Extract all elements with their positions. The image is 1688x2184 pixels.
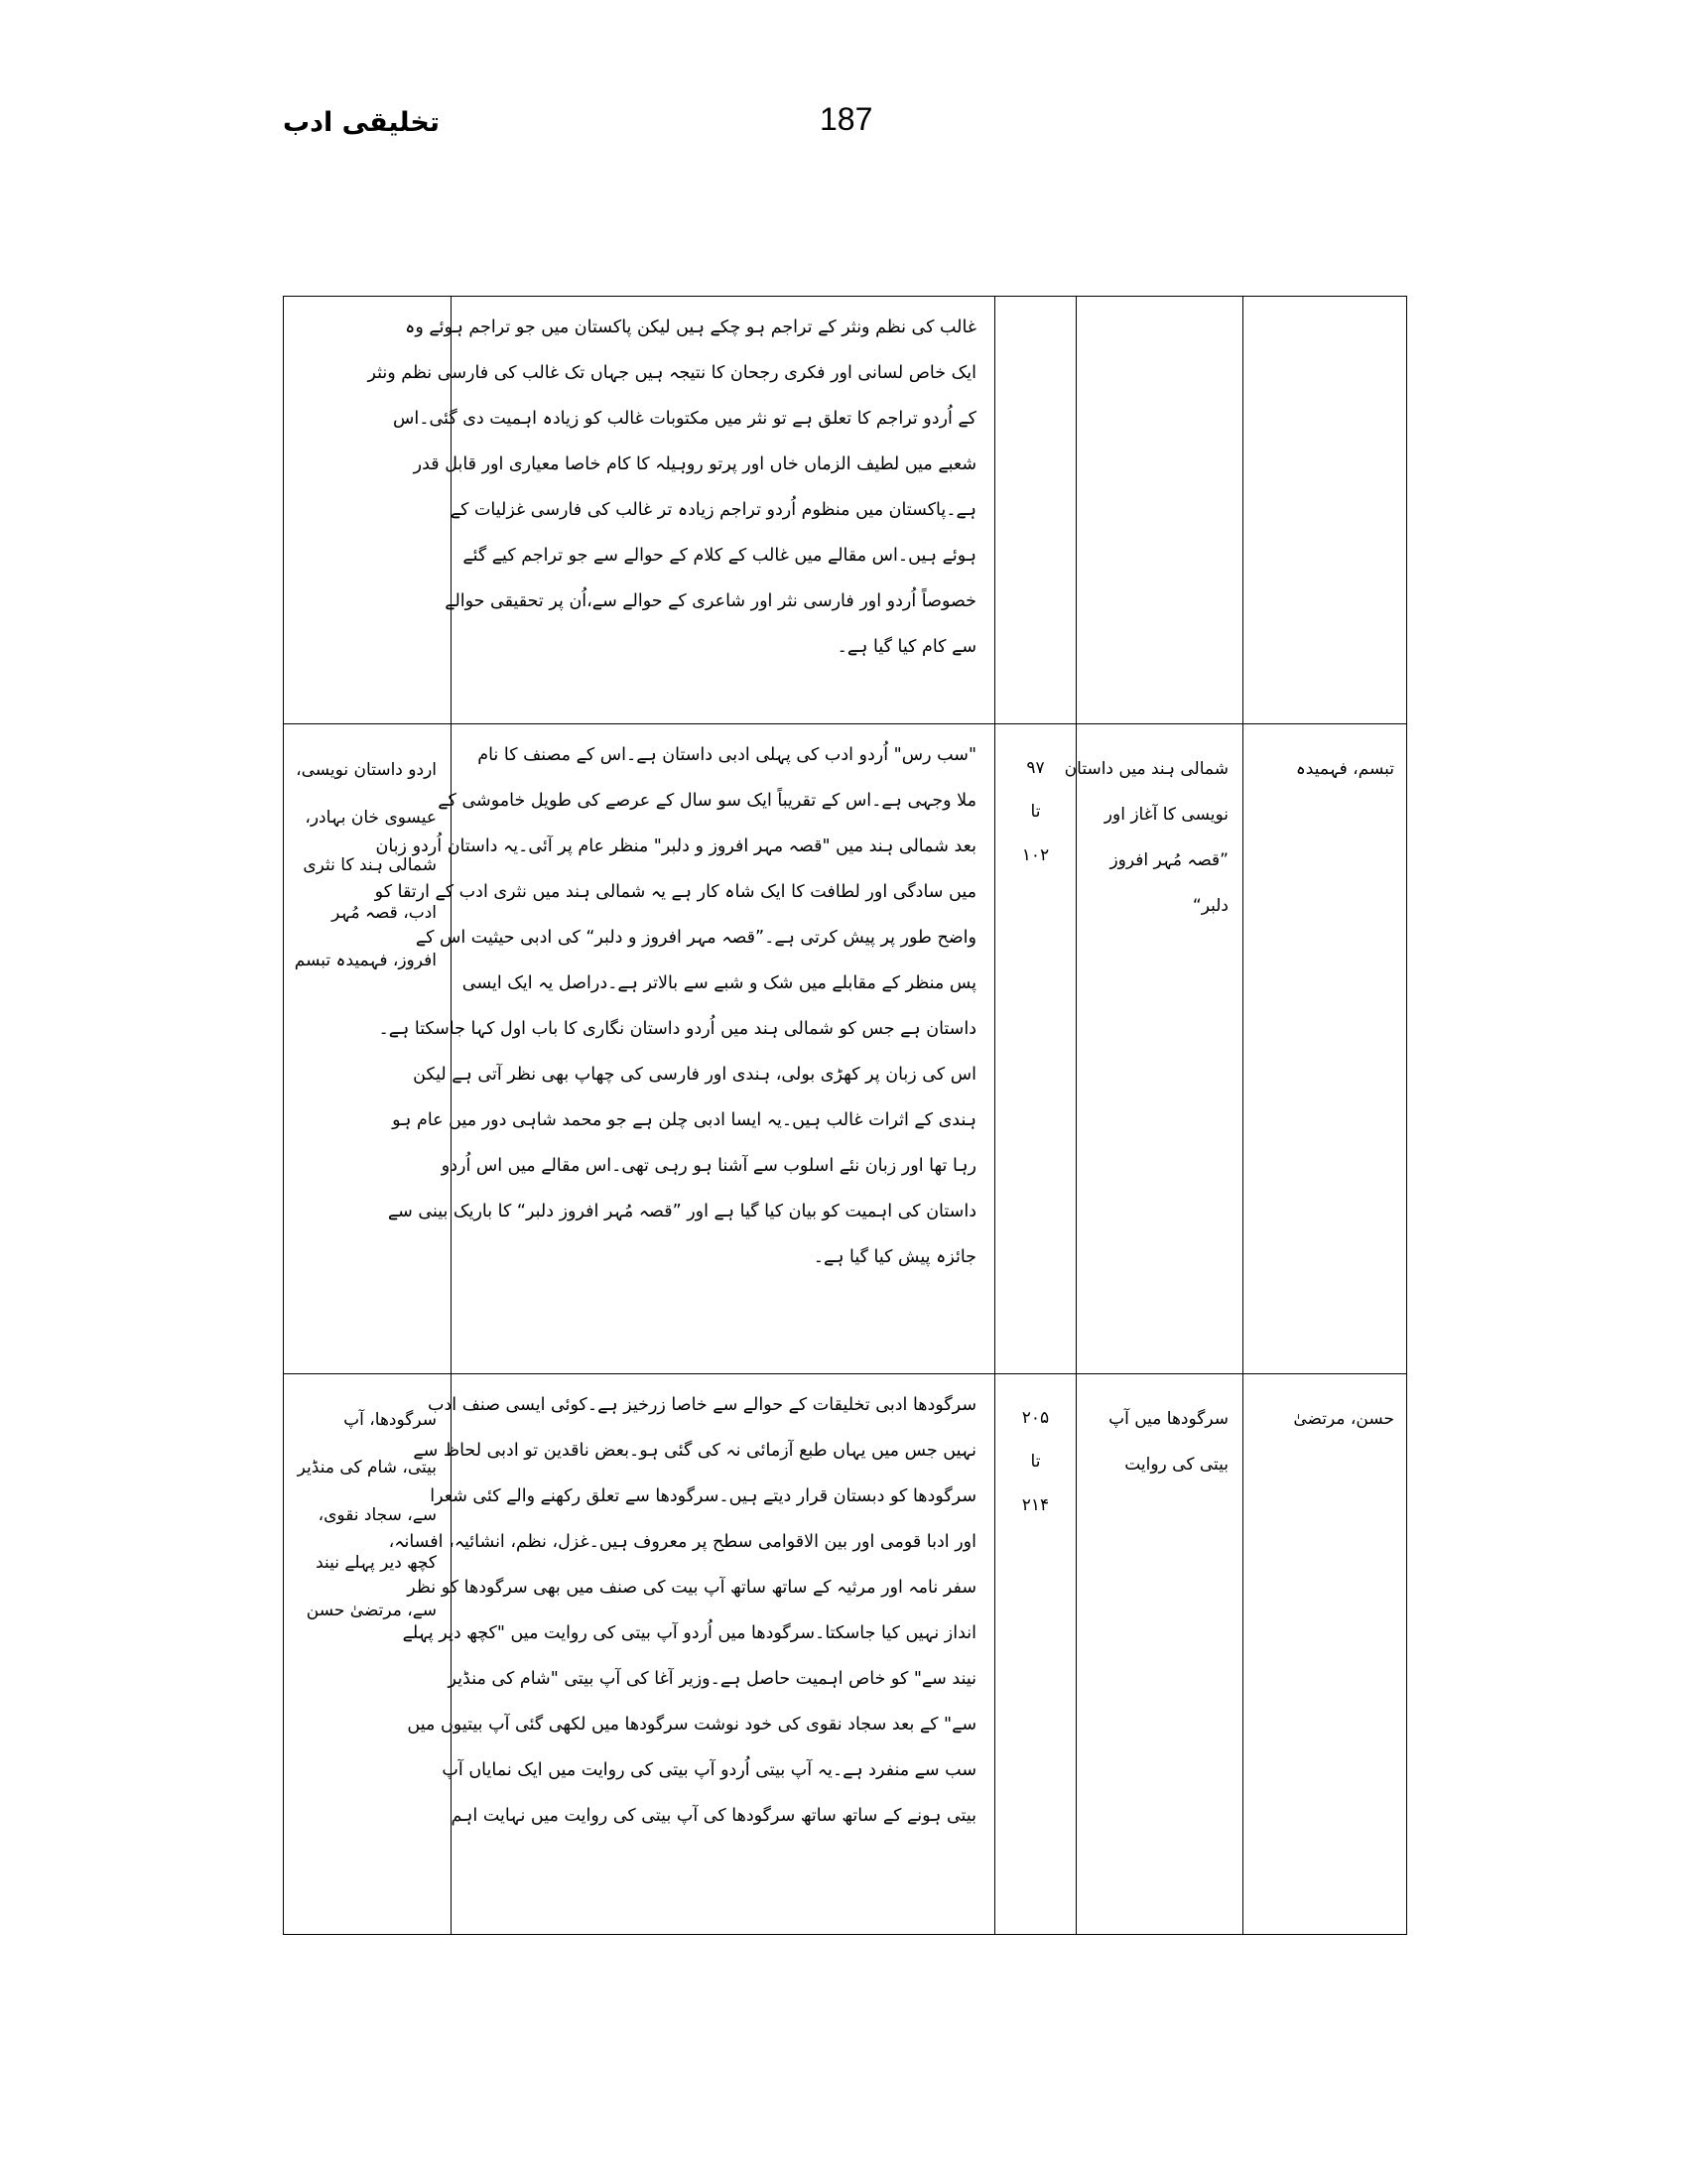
table-row	[284, 724, 1407, 1374]
abstract-cell	[367, 297, 995, 724]
abstract-line: بعد شمالی ہند میں "قصہ مہر افروز و دلبر" منظر عام پر آئی۔یہ داستان اُردو زبان	[375, 836, 976, 856]
abstract-line: شعبے میں لطیف الزماں خاں اور پرتو روہیلہ کا کام خاصا معیاری اور قابل قدر	[413, 454, 976, 474]
page-range-end: ۱۰۲	[1021, 845, 1050, 865]
keyword-line: عیسوی خان بہادر،	[305, 808, 437, 828]
index-table	[283, 296, 1407, 1935]
table-row	[284, 297, 1407, 724]
abstract-line: اور ادبا قومی اور بین الاقوامی سطح پر معروف ہیں۔غزل، نظم، انشائیہ، افسانہ،	[388, 1532, 976, 1552]
title-cell	[1077, 297, 1243, 724]
abstract-line: خصوصاً اُردو اور فارسی نثر اور شاعری کے حوالے سے،اُن پر تحقیقی حوالے	[445, 591, 976, 611]
title-line: سرگودھا میں آپ	[1108, 1409, 1229, 1429]
abstract-line: میں سادگی اور لطافت کا ایک شاہ کار ہے یہ شمالی ہند میں نثری ادب کے ارتقا کو	[374, 882, 976, 902]
title-line: دلبر“	[1192, 896, 1229, 916]
abstract-line: داستان کی اہمیت کو بیان کیا گیا ہے اور ”قصہ مُہر افروز دلبر“ کا باریک بینی سے	[387, 1202, 976, 1221]
abstract-line: سے" کے بعد سجاد نقوی کی خود نوشت سرگودھا میں لکھی گئی آپ بیتیوں میں	[407, 1715, 976, 1734]
abstract-line: غالب کی نظم ونثر کے تراجم ہو چکے ہیں لیکن پاکستان میں جو تراجم ہوئے وہ	[405, 318, 976, 337]
pages-cell	[995, 297, 1077, 724]
abstract-line: سب سے منفرد ہے۔یہ آپ بیتی اُردو آپ بیتی کی روایت میں ایک نمایاں آپ	[442, 1760, 976, 1780]
author-cell	[1243, 297, 1407, 724]
pages-cell	[995, 724, 1077, 1374]
abstract-line: پس منظر کے مقابلے میں شک و شبے سے بالاتر ہے۔دراصل یہ ایک ایسی	[461, 973, 976, 993]
keyword-line: افروز، فہمیدہ تبسم	[294, 951, 437, 970]
abstract-line: ہوئے ہیں۔اس مقالے میں غالب کے کلام کے حوالے سے جو تراجم کیے گئے	[462, 546, 976, 566]
table-row	[284, 1374, 1407, 1935]
abstract-line: سفر نامہ اور مرثیہ کے ساتھ ساتھ آپ بیت کی صنف میں بھی سرگودھا کو نظر	[407, 1578, 976, 1598]
page-range-end: ۲۱۴	[1021, 1495, 1050, 1515]
title-cell	[1077, 1374, 1243, 1935]
abstract-line: ہندی کے اثرات غالب ہیں۔یہ ایسا ادبی چلن ہے جو محمد شاہی دور میں عام ہو	[392, 1110, 976, 1130]
page-range-separator: تا	[1030, 802, 1041, 822]
keyword-line: ادب، قصہ مُہر	[331, 903, 437, 923]
abstract-line: واضح طور پر پیش کرتی ہے۔”قصہ مہر افروز و دلبر“ کی ادبی حیثیت اس کے	[415, 928, 976, 948]
keyword-line: کچھ دیر پہلے نیند	[316, 1553, 437, 1573]
keyword-line: شمالی ہند کا نثری	[303, 855, 437, 875]
pages-cell	[995, 1374, 1077, 1935]
abstract-line: ملا وجہی ہے۔اس کے تقریباً ایک سو سال کے عرصے کی طویل خاموشی کے	[438, 791, 976, 811]
page-number: 187	[820, 101, 873, 137]
abstract-line: سرگودھا کو دبستان قرار دیتے ہیں۔سرگودھا سے تعلق رکھنے والے کئی شعرا	[430, 1486, 976, 1506]
keyword-line: بیتی، شام کی منڈیر	[297, 1458, 437, 1477]
abstract-line: سرگودھا ادبی تخلیقات کے حوالے سے خاصا زرخیز ہے۔کوئی ایسی صنف ادب	[428, 1395, 976, 1415]
abstract-line: اس کی زبان پر کھڑی بولی، ہندی اور فارسی کی چھاپ بھی نظر آتی ہے لیکن	[413, 1065, 976, 1085]
keyword-line: اردو داستان نویسی،	[296, 760, 437, 780]
abstract-line: سے کام کیا گیا ہے۔	[837, 637, 976, 657]
abstract-line: کے اُردو تراجم کا تعلق ہے تو نثر میں مکتوبات غالب کو زیادہ اہمیت دی گئی۔اس	[393, 409, 976, 429]
page-range-start: ۲۰۵	[1021, 1408, 1050, 1428]
title-line: ”قصہ مُہر افروز	[1109, 850, 1229, 870]
abstract-line: بیتی ہونے کے ساتھ ساتھ سرگودھا کی آپ بیتی کی روایت میں نہایت اہم	[451, 1806, 976, 1826]
title-line: نویسی کا آغاز اور	[1104, 805, 1229, 825]
keyword-line: سرگودھا، آپ	[343, 1410, 437, 1430]
abstract-line: رہا تھا اور زبان نئے اسلوب سے آشنا ہو رہی تھی۔اس مقالے میں اس اُردو	[441, 1156, 976, 1176]
title-line: شمالی ہند میں داستان	[1064, 759, 1229, 779]
author-cell	[1243, 724, 1407, 1374]
keyword-line: سے، سجاد نقوی،	[318, 1505, 437, 1525]
page-range-start: ۹۷	[1026, 758, 1045, 778]
abstract-line: ہے۔پاکستان میں منظوم اُردو تراجم زیادہ تر غالب کی فارسی غزلیات کے	[450, 500, 976, 520]
title-line: بیتی کی روایت	[1124, 1455, 1229, 1475]
abstract-line: ایک خاص لسانی اور فکری رجحان کا نتیجہ ہیں جہاں تک غالب کی فارسی نظم ونثر	[367, 363, 976, 383]
author-cell	[1243, 1374, 1407, 1935]
abstract-line: جائزہ پیش کیا گیا ہے۔	[813, 1247, 976, 1267]
keyword-line: سے، مرتضیٰ حسن	[306, 1601, 437, 1620]
abstract-line: نہیں جس میں یہاں طبع آزمائی نہ کی گئی ہو۔بعض ناقدین تو ادبی لحاظ سے	[413, 1441, 976, 1461]
running-title: تخلیقی ادب	[283, 107, 441, 138]
abstract-line: "سب رس" اُردو ادب کی پہلی ادبی داستان ہے۔اس کے مصنف کا نام	[477, 745, 976, 765]
abstract-line: انداز نہیں کیا جاسکتا۔سرگودھا میں اُردو آپ بیتی کی روایت میں "کچھ دیر پہلے	[402, 1623, 976, 1643]
title-cell	[1064, 724, 1243, 1374]
author-name: تبسم، فہمیدہ	[1295, 759, 1394, 779]
abstract-line: نیند سے" کو خاص اہمیت حاصل ہے۔وزیر آغا کی آپ بیتی "شام کی منڈیر	[448, 1669, 976, 1689]
author-name: حسن، مرتضیٰ	[1293, 1409, 1394, 1429]
page-range-separator: تا	[1030, 1452, 1041, 1472]
abstract-line: داستان ہے جس کو شمالی ہند میں اُردو داستان نگاری کا باب اول کہا جاسکتا ہے۔	[378, 1019, 976, 1039]
